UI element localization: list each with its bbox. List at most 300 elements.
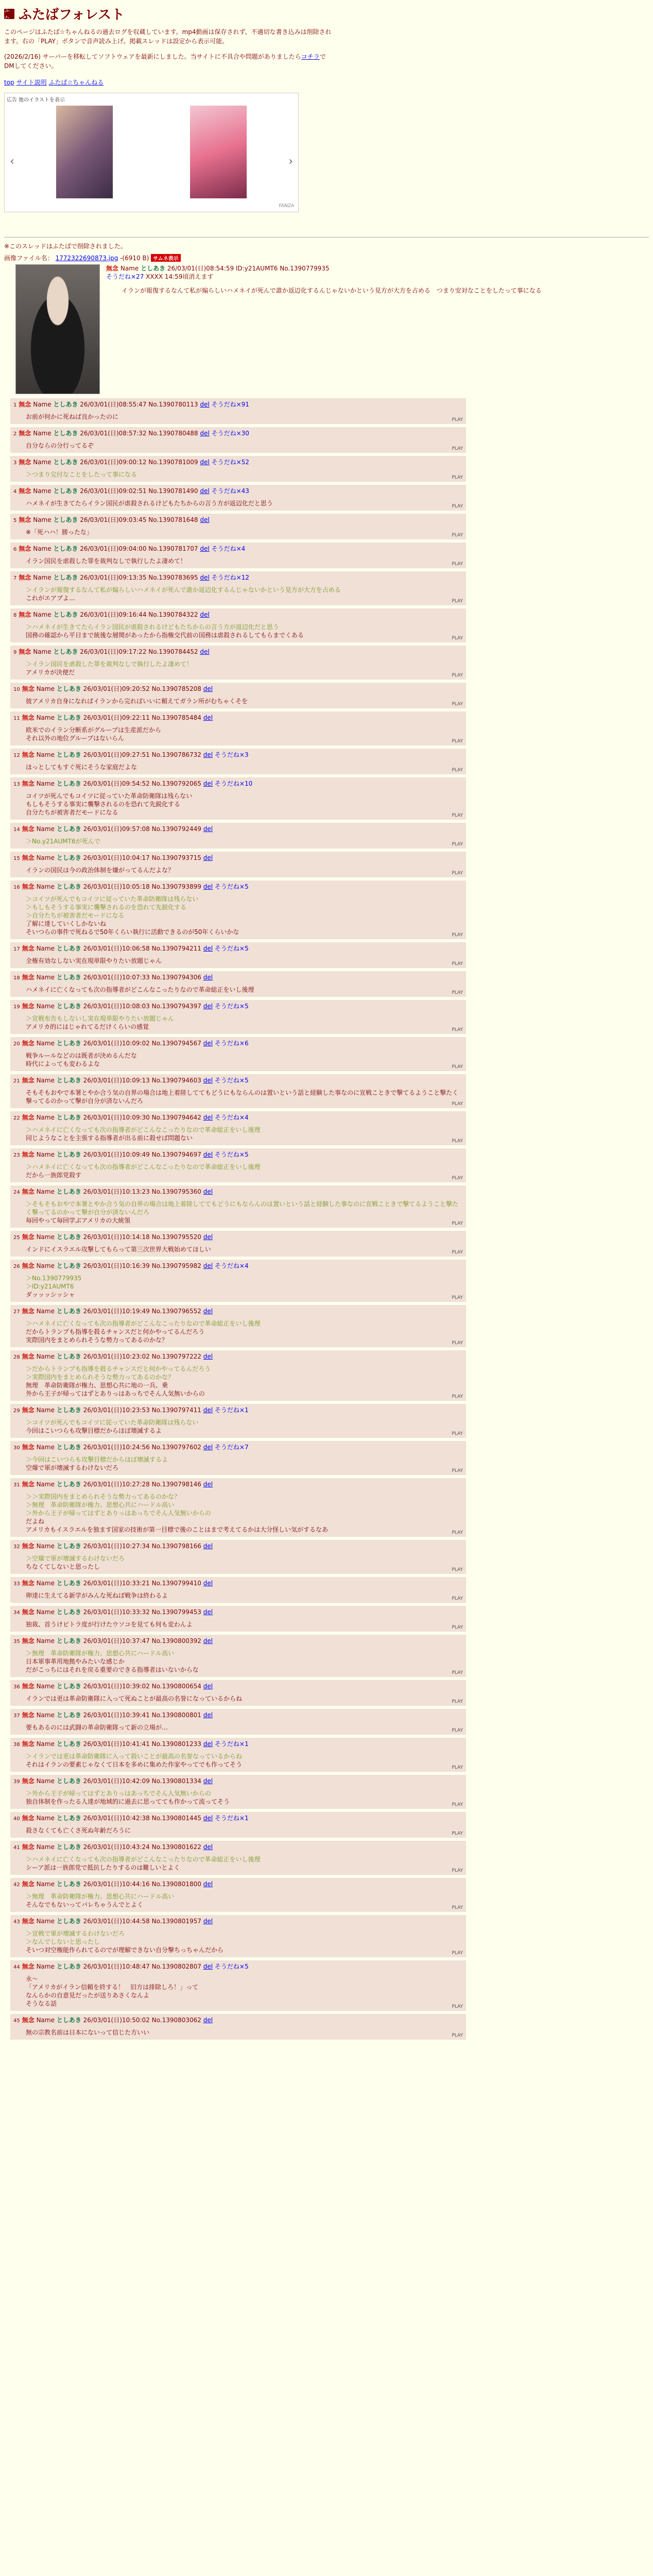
reply-date: 26/03/01(日)10:50:02 [83, 2016, 150, 2024]
reply-username: としあき [56, 1262, 81, 1269]
reply-number[interactable]: No.1390797411 [151, 1406, 201, 1414]
reply-post [10, 1915, 466, 1957]
thumb-badge: サムネ表示 [151, 254, 181, 262]
delete-link[interactable]: del [203, 751, 213, 758]
play-audio-button[interactable]: PLAY [452, 1765, 463, 1770]
reply-number[interactable]: No.1390796552 [151, 1308, 201, 1315]
reply-number[interactable]: No.1390781707 [148, 545, 198, 552]
play-audio-button[interactable]: PLAY [452, 1596, 463, 1601]
reply-username: としあき [56, 1918, 81, 1925]
reply-number[interactable]: No.1390795982 [151, 1262, 201, 1269]
reply-subject: 無念 [22, 780, 35, 787]
contact-link[interactable]: コチラ [301, 53, 320, 60]
reply-username: としあき [53, 430, 78, 437]
reply-number[interactable]: No.1390802807 [151, 1963, 201, 1970]
reply-body [26, 1620, 462, 1629]
reply-number[interactable]: No.1390794642 [151, 1114, 201, 1121]
delete-link[interactable]: del [203, 1481, 213, 1488]
reply-number[interactable]: No.1390801622 [151, 1843, 201, 1851]
reply-sodane[interactable]: そうだね×4 [214, 1262, 249, 1269]
delete-link[interactable]: del [203, 1543, 213, 1550]
reply-date: 26/03/01(日)10:16:39 [83, 1262, 150, 1269]
reply-number[interactable]: No.1390799410 [151, 1580, 201, 1587]
reply-number[interactable]: No.1390793715 [151, 854, 201, 861]
delete-link[interactable]: del [203, 1880, 213, 1888]
play-audio-button[interactable]: PLAY [452, 1341, 463, 1346]
reply-header [13, 1076, 462, 1086]
quote-line: ＞無理 革命防衛隊が権力、思想心共にハードル高い [26, 1893, 175, 1900]
reply-name-label: Name [36, 1711, 55, 1719]
quote-line: ＞だからトランプも指導を殺るチャンスだと何かやってるんだろう [26, 1365, 211, 1372]
play-audio-button[interactable]: PLAY [452, 562, 463, 567]
reply-name-label: Name [36, 945, 55, 952]
delete-link[interactable]: del [200, 487, 210, 495]
reply-username: としあき [56, 1406, 81, 1414]
body-line: そいつらの事件で死ねるで50年くらい執行に活動できるのが50年くらいかな [26, 928, 239, 936]
reply-sodane[interactable]: そうだね×12 [211, 574, 249, 581]
reply-header [13, 1962, 462, 1972]
top-nav [4, 78, 649, 87]
delete-link[interactable]: del [203, 883, 213, 890]
delete-link[interactable]: del [203, 1003, 213, 1010]
reply-number[interactable]: No.1390780113 [148, 401, 198, 408]
play-audio-button[interactable]: PLAY [452, 2004, 463, 2009]
reply-number[interactable]: No.1390803062 [151, 2016, 201, 2024]
reply-number[interactable]: No.1390780488 [148, 430, 198, 437]
reply-sodane[interactable]: そうだね×4 [211, 545, 246, 552]
play-audio-button[interactable]: PLAY [452, 1101, 463, 1107]
reply-post [10, 1738, 466, 1772]
op-thumbnail[interactable] [15, 264, 100, 394]
play-audio-button[interactable]: PLAY [452, 1951, 463, 1956]
body-line: ちなくてしないと思ったし [26, 1563, 100, 1570]
delete-link[interactable]: del [203, 1843, 213, 1851]
nav-top-link[interactable]: top [4, 79, 14, 86]
body-line: ※「死ハハ！勝ったな」 [26, 529, 93, 536]
reply-number[interactable]: No.1390800392 [151, 1637, 201, 1645]
reply-date: 26/03/01(日)09:13:35 [80, 574, 147, 581]
play-audio-button[interactable]: PLAY [452, 933, 463, 938]
reply-subject: 無念 [22, 685, 35, 692]
reply-number[interactable]: No.1390801233 [151, 1740, 201, 1748]
play-audio-button[interactable]: PLAY [452, 990, 463, 995]
reply-number[interactable]: No.1390794211 [151, 945, 201, 952]
play-audio-button[interactable]: PLAY [452, 1530, 463, 1535]
reply-header [13, 516, 462, 525]
reply-sodane[interactable]: そうだね×3 [214, 751, 249, 758]
play-audio-button[interactable]: PLAY [452, 1250, 463, 1255]
reply-subject: 無念 [19, 487, 31, 495]
reply-date: 26/03/01(日)10:14:18 [83, 1233, 150, 1241]
body-line: 了解に達していくしかないね [26, 920, 107, 927]
reply-number[interactable]: No.1390792449 [151, 825, 201, 833]
reply-post [10, 1540, 466, 1574]
op-body [4, 264, 649, 394]
delete-link[interactable]: del [200, 611, 210, 618]
play-audio-button[interactable]: PLAY [452, 446, 463, 451]
reply-index: 28 [13, 1354, 20, 1360]
delete-link[interactable]: del [203, 1444, 213, 1451]
reply-number[interactable]: No.1390784322 [148, 611, 198, 618]
reply-header [13, 1113, 462, 1123]
reply-username: としあき [56, 1040, 81, 1047]
reply-number[interactable]: No.1390784452 [148, 648, 198, 655]
reply-post [10, 1037, 466, 1071]
reply-sodane[interactable]: そうだね×43 [211, 487, 249, 495]
delete-link[interactable]: del [203, 854, 213, 861]
body-line: 戦争ルールなどのは既者が決めるんだな [26, 1052, 137, 1059]
delete-link[interactable]: del [203, 1777, 213, 1785]
reply-body [26, 1418, 462, 1435]
reply-number[interactable]: No.1390799453 [151, 1608, 201, 1616]
body-line: 空爆で軍が壊滅するわけないだろ [26, 1464, 119, 1471]
site-logo-icon[interactable]: ふた [4, 9, 14, 19]
reply-name-label: Name [36, 1580, 55, 1587]
reply-number[interactable]: No.1390795360 [151, 1188, 201, 1195]
reply-body [26, 986, 462, 994]
reply-date: 26/03/01(日)09:04:00 [80, 545, 147, 552]
reply-index: 29 [13, 1408, 20, 1414]
reply-sodane[interactable]: そうだね×5 [214, 883, 249, 890]
body-line: 要もあるのには武闘の革命防衛隊って新の立場が… [26, 1724, 168, 1731]
play-audio-button[interactable]: PLAY [452, 1699, 463, 1704]
reply-number[interactable]: No.1390798166 [151, 1543, 201, 1550]
reply-sodane[interactable]: そうだね×1 [214, 1815, 249, 1822]
reply-number[interactable]: No.1390801800 [151, 1880, 201, 1888]
play-audio-button[interactable]: PLAY [452, 1064, 463, 1070]
delete-link[interactable]: del [203, 1815, 213, 1822]
reply-body [26, 413, 462, 421]
op-number[interactable]: No.1390779935 [280, 265, 330, 272]
reply-sodane[interactable]: そうだね×5 [214, 1963, 249, 1970]
delete-link[interactable]: del [203, 1406, 213, 1414]
reply-number[interactable]: No.1390781009 [148, 459, 198, 466]
reply-username: としあき [53, 648, 78, 655]
play-audio-button[interactable]: PLAY [452, 1394, 463, 1399]
ad-image[interactable] [56, 106, 113, 198]
play-audio-button[interactable]: PLAY [452, 417, 463, 422]
reply-username: としあき [56, 974, 81, 981]
reply-number[interactable]: No.1390785208 [151, 685, 201, 692]
reply-name-label: Name [33, 459, 51, 466]
reply-subject: 無念 [22, 1815, 35, 1822]
delete-link[interactable]: del [203, 1711, 213, 1719]
reply-sodane[interactable]: そうだね×1 [214, 1740, 249, 1748]
play-audio-button[interactable]: PLAY [452, 1625, 463, 1630]
reply-name-label: Name [36, 854, 55, 861]
reply-date: 26/03/01(日)10:09:02 [83, 1040, 150, 1047]
delete-link[interactable]: del [203, 1353, 213, 1360]
reply-number[interactable]: No.1390785484 [151, 714, 201, 721]
play-audio-button[interactable]: PLAY [452, 961, 463, 967]
delete-link[interactable]: del [203, 714, 213, 721]
reply-name-label: Name [36, 1481, 55, 1488]
body-line: 外から王子が帰ってはずとありっはあっちでそん人気無いからの [26, 1390, 205, 1397]
reply-body [26, 726, 462, 742]
quote-line: ＞つまり完付なことをしたって事になる [26, 471, 138, 478]
reply-index: 30 [13, 1445, 20, 1451]
op-sodane[interactable]: そうだね×27 [106, 273, 144, 280]
delete-link[interactable]: del [200, 430, 210, 437]
reply-number[interactable]: No.1390793899 [151, 883, 201, 890]
reply-number[interactable]: No.1390794697 [151, 1151, 201, 1158]
delete-link[interactable]: del [203, 2016, 213, 2024]
quote-line: ＞宣戦布告もしないし実在現単限やりたい放題じゃん [26, 1015, 175, 1022]
reply-number[interactable]: No.1390801957 [151, 1918, 201, 1925]
reply-number[interactable]: No.1390783695 [148, 574, 198, 581]
quote-line: ＞コイツが死んでもコイツに従っていた革命防衛隊は残らない [26, 895, 199, 903]
page-title: ふたばフォレスト [19, 7, 125, 23]
delete-link[interactable]: del [200, 459, 210, 466]
play-audio-button[interactable]: PLAY [452, 1431, 463, 1436]
play-audio-button[interactable]: PLAY [452, 871, 463, 876]
reply-date: 26/03/01(日)09:54:52 [83, 780, 150, 787]
reply-subject: 無念 [22, 751, 35, 758]
quote-line: ＞無理 革命防衛隊が権力、思想心共にハードル高い [26, 1650, 175, 1657]
reply-index: 19 [13, 1004, 20, 1010]
reply-number[interactable]: No.1390794397 [151, 1003, 201, 1010]
delete-link[interactable]: del [200, 516, 210, 523]
delete-link[interactable]: del [200, 545, 210, 552]
reply-body [26, 1052, 462, 1068]
reply-index: 44 [13, 1964, 20, 1970]
reply-header [13, 1352, 462, 1362]
play-audio-button[interactable]: PLAY [452, 1728, 463, 1733]
reply-index: 38 [13, 1742, 20, 1748]
reply-date: 26/03/01(日)10:33:32 [83, 1608, 150, 1616]
reply-subject: 無念 [22, 1880, 35, 1888]
reply-number[interactable]: No.1390792065 [151, 780, 201, 787]
reply-header [13, 1777, 462, 1786]
reply-number[interactable]: No.1390781648 [148, 516, 198, 523]
delete-link[interactable]: del [200, 574, 210, 581]
reply-name-label: Name [36, 1815, 55, 1822]
reply-post [10, 1775, 466, 1809]
notice-text-b: でDMしてください。 [4, 53, 326, 70]
reply-number[interactable]: No.1390794567 [151, 1040, 201, 1047]
reply-username: としあき [53, 545, 78, 552]
reply-date: 26/03/01(日)10:09:30 [83, 1114, 150, 1121]
body-line: それはイランの要素じゃなくて日本を多めに集めた作家やってでも作ってそう [26, 1761, 243, 1768]
reply-sodane[interactable]: そうだね×91 [211, 401, 249, 408]
reply-sodane[interactable]: そうだね×6 [214, 1040, 249, 1047]
reply-sodane[interactable]: そうだね×30 [211, 430, 249, 437]
play-audio-button[interactable]: PLAY [452, 842, 463, 847]
play-audio-button[interactable]: PLAY [452, 2033, 463, 2038]
reply-body [26, 660, 462, 676]
reply-header [13, 1406, 462, 1415]
reply-body [26, 1694, 462, 1703]
reply-index: 33 [13, 1581, 20, 1587]
delete-link[interactable]: del [203, 1262, 213, 1269]
reply-header [13, 400, 462, 410]
reply-number[interactable]: No.1390781490 [148, 487, 198, 495]
reply-header [13, 1233, 462, 1242]
reply-sodane[interactable]: そうだね×5 [214, 1077, 249, 1084]
reply-post [10, 398, 466, 424]
reply-number[interactable]: No.1390795520 [151, 1233, 201, 1241]
reply-sodane[interactable]: そうだね×7 [214, 1444, 249, 1451]
play-audio-button[interactable]: PLAY [452, 813, 463, 818]
reply-username: としあき [56, 1188, 81, 1195]
delete-link[interactable]: del [203, 945, 213, 952]
delete-link[interactable]: del [203, 1608, 213, 1616]
reply-name-label: Name [33, 648, 51, 655]
reply-index: 10 [13, 687, 20, 692]
reply-name-label: Name [36, 1444, 55, 1451]
reply-sodane[interactable]: そうだね×52 [211, 459, 249, 466]
reply-post [10, 749, 466, 774]
reply-number[interactable]: No.1390801445 [151, 1815, 201, 1822]
delete-link[interactable]: del [203, 1637, 213, 1645]
play-audio-button[interactable]: PLAY [452, 533, 463, 538]
reply-index: 3 [13, 460, 17, 466]
reply-body [26, 1649, 462, 1674]
reply-post [10, 1404, 466, 1438]
delete-link[interactable]: del [203, 780, 213, 787]
reply-username: としあき [56, 1308, 81, 1315]
reply-index: 40 [13, 1816, 20, 1822]
play-audio-button[interactable]: PLAY [452, 1176, 463, 1181]
delete-link[interactable]: del [203, 1740, 213, 1748]
delete-link[interactable]: del [203, 1918, 213, 1925]
play-audio-button[interactable]: PLAY [452, 1905, 463, 1910]
reply-body [26, 957, 462, 965]
play-audio-button[interactable]: PLAY [452, 475, 463, 480]
reply-name-label: Name [36, 883, 55, 890]
reply-subject: 無念 [19, 430, 31, 437]
play-audio-button[interactable]: PLAY [452, 1027, 463, 1032]
play-audio-button[interactable]: PLAY [452, 673, 463, 678]
reply-name-label: Name [33, 401, 51, 408]
reply-index: 31 [13, 1482, 20, 1488]
delete-link[interactable]: del [203, 1188, 213, 1195]
body-line: 無理 革命防衛隊が権力、思想心共に地の一兵、乗 [26, 1382, 168, 1389]
reply-header [13, 1637, 462, 1646]
play-audio-button[interactable]: PLAY [452, 599, 463, 604]
delete-link[interactable]: del [203, 974, 213, 981]
chevron-left-icon[interactable]: ‹ [10, 155, 14, 168]
reply-username: としあき [53, 487, 78, 495]
reply-header [13, 1682, 462, 1691]
play-audio-button[interactable]: PLAY [452, 702, 463, 707]
delete-link[interactable]: del [203, 1963, 213, 1970]
reply-username: としあき [56, 1114, 81, 1121]
delete-link[interactable]: del [203, 1308, 213, 1315]
reply-post [10, 777, 466, 820]
reply-number[interactable]: No.1390797222 [151, 1353, 201, 1360]
reply-sodane[interactable]: そうだね×5 [214, 1003, 249, 1010]
body-line: コイツが死んでもコイツに従っていた革命防衛隊は残らない [26, 792, 193, 800]
ad-image[interactable] [190, 106, 247, 198]
nav-futaba-link[interactable]: ふたば☆ちゃんねる [48, 79, 104, 86]
body-line: だからトランプも指導を殺るチャンスだと何かやってるんだろう [26, 1328, 205, 1335]
reply-body [26, 1554, 462, 1571]
reply-post [10, 1606, 466, 1632]
reply-post [10, 543, 466, 568]
delete-link[interactable]: del [200, 648, 210, 655]
reply-username: としあき [56, 1481, 81, 1488]
play-audio-button[interactable]: PLAY [452, 636, 463, 641]
reply-index: 17 [13, 946, 20, 952]
reply-body [26, 1245, 462, 1253]
reply-name-label: Name [36, 1683, 55, 1690]
reply-number[interactable]: No.1390801334 [151, 1777, 201, 1785]
play-audio-button[interactable]: PLAY [452, 1831, 463, 1836]
play-audio-button[interactable]: PLAY [452, 768, 463, 773]
reply-number[interactable]: No.1390798146 [151, 1481, 201, 1488]
reply-number[interactable]: No.1390800801 [151, 1711, 201, 1719]
reply-username: としあき [56, 1077, 81, 1084]
play-audio-button[interactable]: PLAY [452, 1468, 463, 1473]
play-audio-button[interactable]: PLAY [452, 1221, 463, 1226]
reply-username: としあき [56, 945, 81, 952]
reply-number[interactable]: No.1390794306 [151, 974, 201, 981]
reply-sodane[interactable]: そうだね×1 [214, 1406, 249, 1414]
reply-number[interactable]: No.1390794603 [151, 1077, 201, 1084]
chevron-right-icon[interactable]: › [288, 155, 293, 168]
reply-sodane[interactable]: そうだね×5 [214, 1151, 249, 1158]
reply-subject: 無念 [22, 974, 35, 981]
reply-body [26, 1975, 462, 2008]
reply-number[interactable]: No.1390786732 [151, 751, 201, 758]
play-audio-button[interactable]: PLAY [452, 504, 463, 509]
reply-number[interactable]: No.1390800654 [151, 1683, 201, 1690]
reply-sodane[interactable]: そうだね×5 [214, 945, 249, 952]
delete-link[interactable]: del [203, 685, 213, 692]
reply-username: としあき [53, 459, 78, 466]
reply-name-label: Name [36, 2016, 55, 2024]
play-audio-button[interactable]: PLAY [452, 739, 463, 744]
nav-about-link[interactable]: サイト説明 [16, 79, 47, 86]
site-notice [4, 27, 334, 71]
delete-link[interactable]: del [203, 1233, 213, 1241]
ad-carousel[interactable] [4, 93, 299, 212]
reply-body [26, 837, 462, 845]
play-audio-button[interactable]: PLAY [452, 1802, 463, 1807]
delete-link[interactable]: del [203, 1580, 213, 1587]
file-link[interactable]: 1772322690873.jpg [55, 255, 118, 262]
body-line: だよね [26, 1518, 45, 1525]
body-line: 独自体制を作ったる人達が地域的に過去に思ってても作かって流ってそう [26, 1798, 230, 1805]
reply-body [26, 1752, 462, 1769]
reply-index: 24 [13, 1190, 20, 1195]
play-audio-button[interactable]: PLAY [452, 1139, 463, 1144]
play-audio-button[interactable]: PLAY [452, 1567, 463, 1572]
reply-sodane[interactable]: そうだね×4 [214, 1114, 249, 1121]
reply-username: としあき [56, 854, 81, 861]
delete-link[interactable]: del [203, 1151, 213, 1158]
reply-date: 26/03/01(日)09:00:12 [80, 459, 147, 466]
quote-line: ＞No.y21AUMT6が死んで [26, 838, 100, 845]
delete-link[interactable]: del [203, 825, 213, 833]
delete-link[interactable]: del [203, 1077, 213, 1084]
play-audio-button[interactable]: PLAY [452, 1670, 463, 1675]
quote-line: ＞イランが報復するなんて私が煽らしいハメネイが死んで誰か返辺化するんじゃないかという見方が大方を占める [26, 586, 341, 594]
delete-link[interactable]: del [200, 401, 210, 408]
play-audio-button[interactable]: PLAY [452, 1295, 463, 1300]
reply-sodane[interactable]: そうだね×10 [214, 780, 253, 787]
body-line: 実際国内をまとめられそうな勢力ってあるのかな？ [26, 1336, 168, 1344]
reply-number[interactable]: No.1390797602 [151, 1444, 201, 1451]
reply-date: 26/03/01(日)09:02:51 [80, 487, 147, 495]
reply-body [26, 499, 462, 507]
delete-link[interactable]: del [203, 1040, 213, 1047]
delete-link[interactable]: del [203, 1114, 213, 1121]
delete-link[interactable]: del [203, 1683, 213, 1690]
reply-body [26, 623, 462, 639]
play-audio-button[interactable]: PLAY [452, 1868, 463, 1873]
